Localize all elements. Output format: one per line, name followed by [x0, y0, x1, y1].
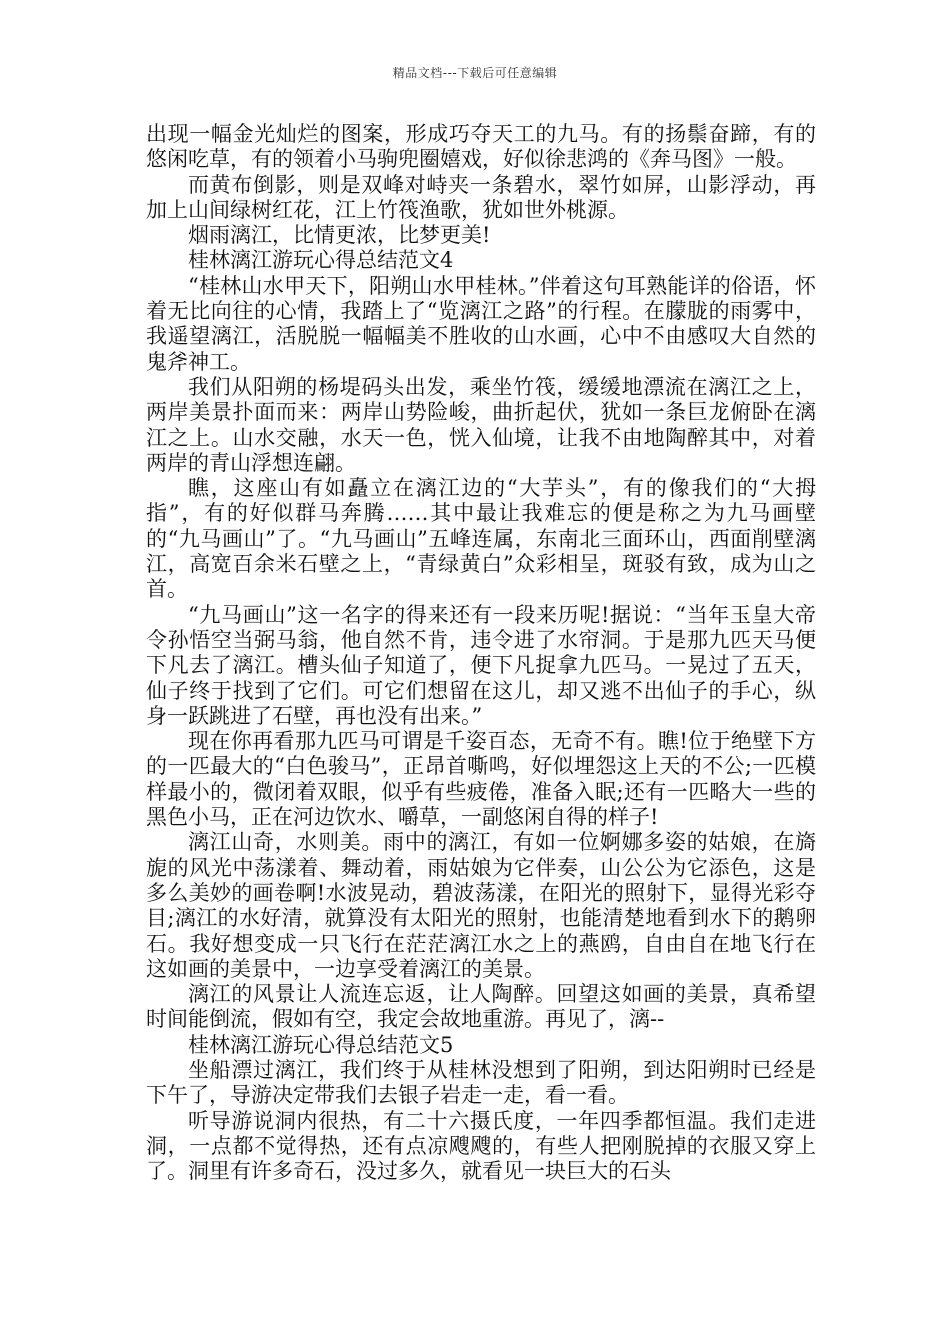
document-body	[146, 122, 816, 1184]
paragraph: 我们从阳朔的杨堤码头出发，乘坐竹筏，缓缓地漂流在漓江之上，两岸美景扑面而来：两岸山势险峻，曲折起伏，犹如一条巨龙俯卧在漓江之上。山水交融，水天一色，恍入仙境，让我不由地陶醉其中，对着两岸的青山浮想连翩。	[146, 374, 816, 475]
paragraph: 漓江的风景让人流连忘返，让人陶醉。回望这如画的美景，真希望时间能倒流，假如有空，我定会故地重游。再见了，漓--	[146, 982, 816, 1032]
paragraph: “桂林山水甲天下，阳朔山水甲桂林。”伴着这句耳熟能详的俗语，怀着无比向往的心情，我踏上了“览漓江之路”的行程。在朦胧的雨雾中，我遥望漓江，活脱脱一幅幅美不胜收的山水画，心中不由感叹大自然的鬼斧神工。	[146, 273, 816, 374]
paragraph: 出现一幅金光灿烂的图案，形成巧夺天工的九马。有的扬鬃奋蹄，有的悠闲吃草，有的领着小马驹兜圈嬉戏，好似徐悲鸿的《奔马图》一般。	[146, 122, 816, 172]
paragraph: 而黄布倒影，则是双峰对峙夹一条碧水，翠竹如屏，山影浮动，再加上山间绿树红花，江上竹筏渔歌，犹如世外桃源。	[146, 172, 816, 222]
section-heading: 桂林漓江游玩心得总结范文4	[188, 248, 454, 273]
page-header: 精品文档---下载后可任意编辑	[392, 66, 558, 80]
paragraph: 瞧，这座山有如矗立在漓江边的“大芋头”，有的像我们的“大拇指”，有的好似群马奔腾……其中最让我难忘的便是称之为九马画壁的“九马画山”了。“九马画山”五峰连属，东南北三面环山，西面削壁漓江，高宽百余米石壁之上，“青绿黄白”众彩相呈，斑驳有致，成为山之首。	[146, 476, 816, 602]
paragraph: 现在你再看那九匹马可谓是千姿百态，无奇不有。瞧!位于绝壁下方的一匹最大的“白色骏马”，正昂首嘶鸣，好似埋怨这上天的不公;一匹模样最小的，微闭着双眼，似乎有些疲倦，准备入眠;还有一匹略大一些的黑色小马，正在河边饮水、嚼草，一副悠闲自得的样子!	[146, 729, 816, 830]
paragraph: 漓江山奇，水则美。雨中的漓江，有如一位婀娜多姿的姑娘，在旖旎的风光中荡漾着、舞动着，雨姑娘为它伴奏，山公公为它添色，这是多么美妙的画卷啊!水波晃动，碧波荡漾，在阳光的照射下，显得光彩夺目;漓江的水好清，就算没有太阳光的照射，也能清楚地看到水下的鹅卵石。我好想变成一只飞行在茫茫漓江水之上的燕鸥，自由自在地飞行在这如画的美景中，一边享受着漓江的美景。	[146, 830, 816, 981]
paragraph: “九马画山”这一名字的得来还有一段来历呢!据说：“当年玉皇大帝令孙悟空当弼马翁，他自然不肯，违令进了水帘洞。于是那九匹天马便下凡去了漓江。槽头仙子知道了，便下凡捉拿九匹马。一晃过了五天，仙子终于找到了它们。可它们想留在这儿，却又逃不出仙子的手心，纵身一跃跳进了石壁，再也没有出来。”	[146, 602, 816, 728]
paragraph: 烟雨漓江，比情更浓，比梦更美!	[188, 223, 491, 248]
paragraph: 坐船漂过漓江，我们终于从桂林没想到了阳朔，到达阳朔时已经是下午了，导游决定带我们去银子岩走一走，看一看。	[146, 1057, 816, 1108]
paragraph: 听导游说洞内很热，有二十六摄氏度，一年四季都恒温。我们走进洞，一点都不觉得热，还有点凉飕飕的，有些人把刚脱掉的衣服又穿上了。洞里有许多奇石，没过多久，就看见一块巨大的石头	[146, 1108, 816, 1184]
section-heading: 桂林漓江游玩心得总结范文5	[188, 1032, 454, 1057]
